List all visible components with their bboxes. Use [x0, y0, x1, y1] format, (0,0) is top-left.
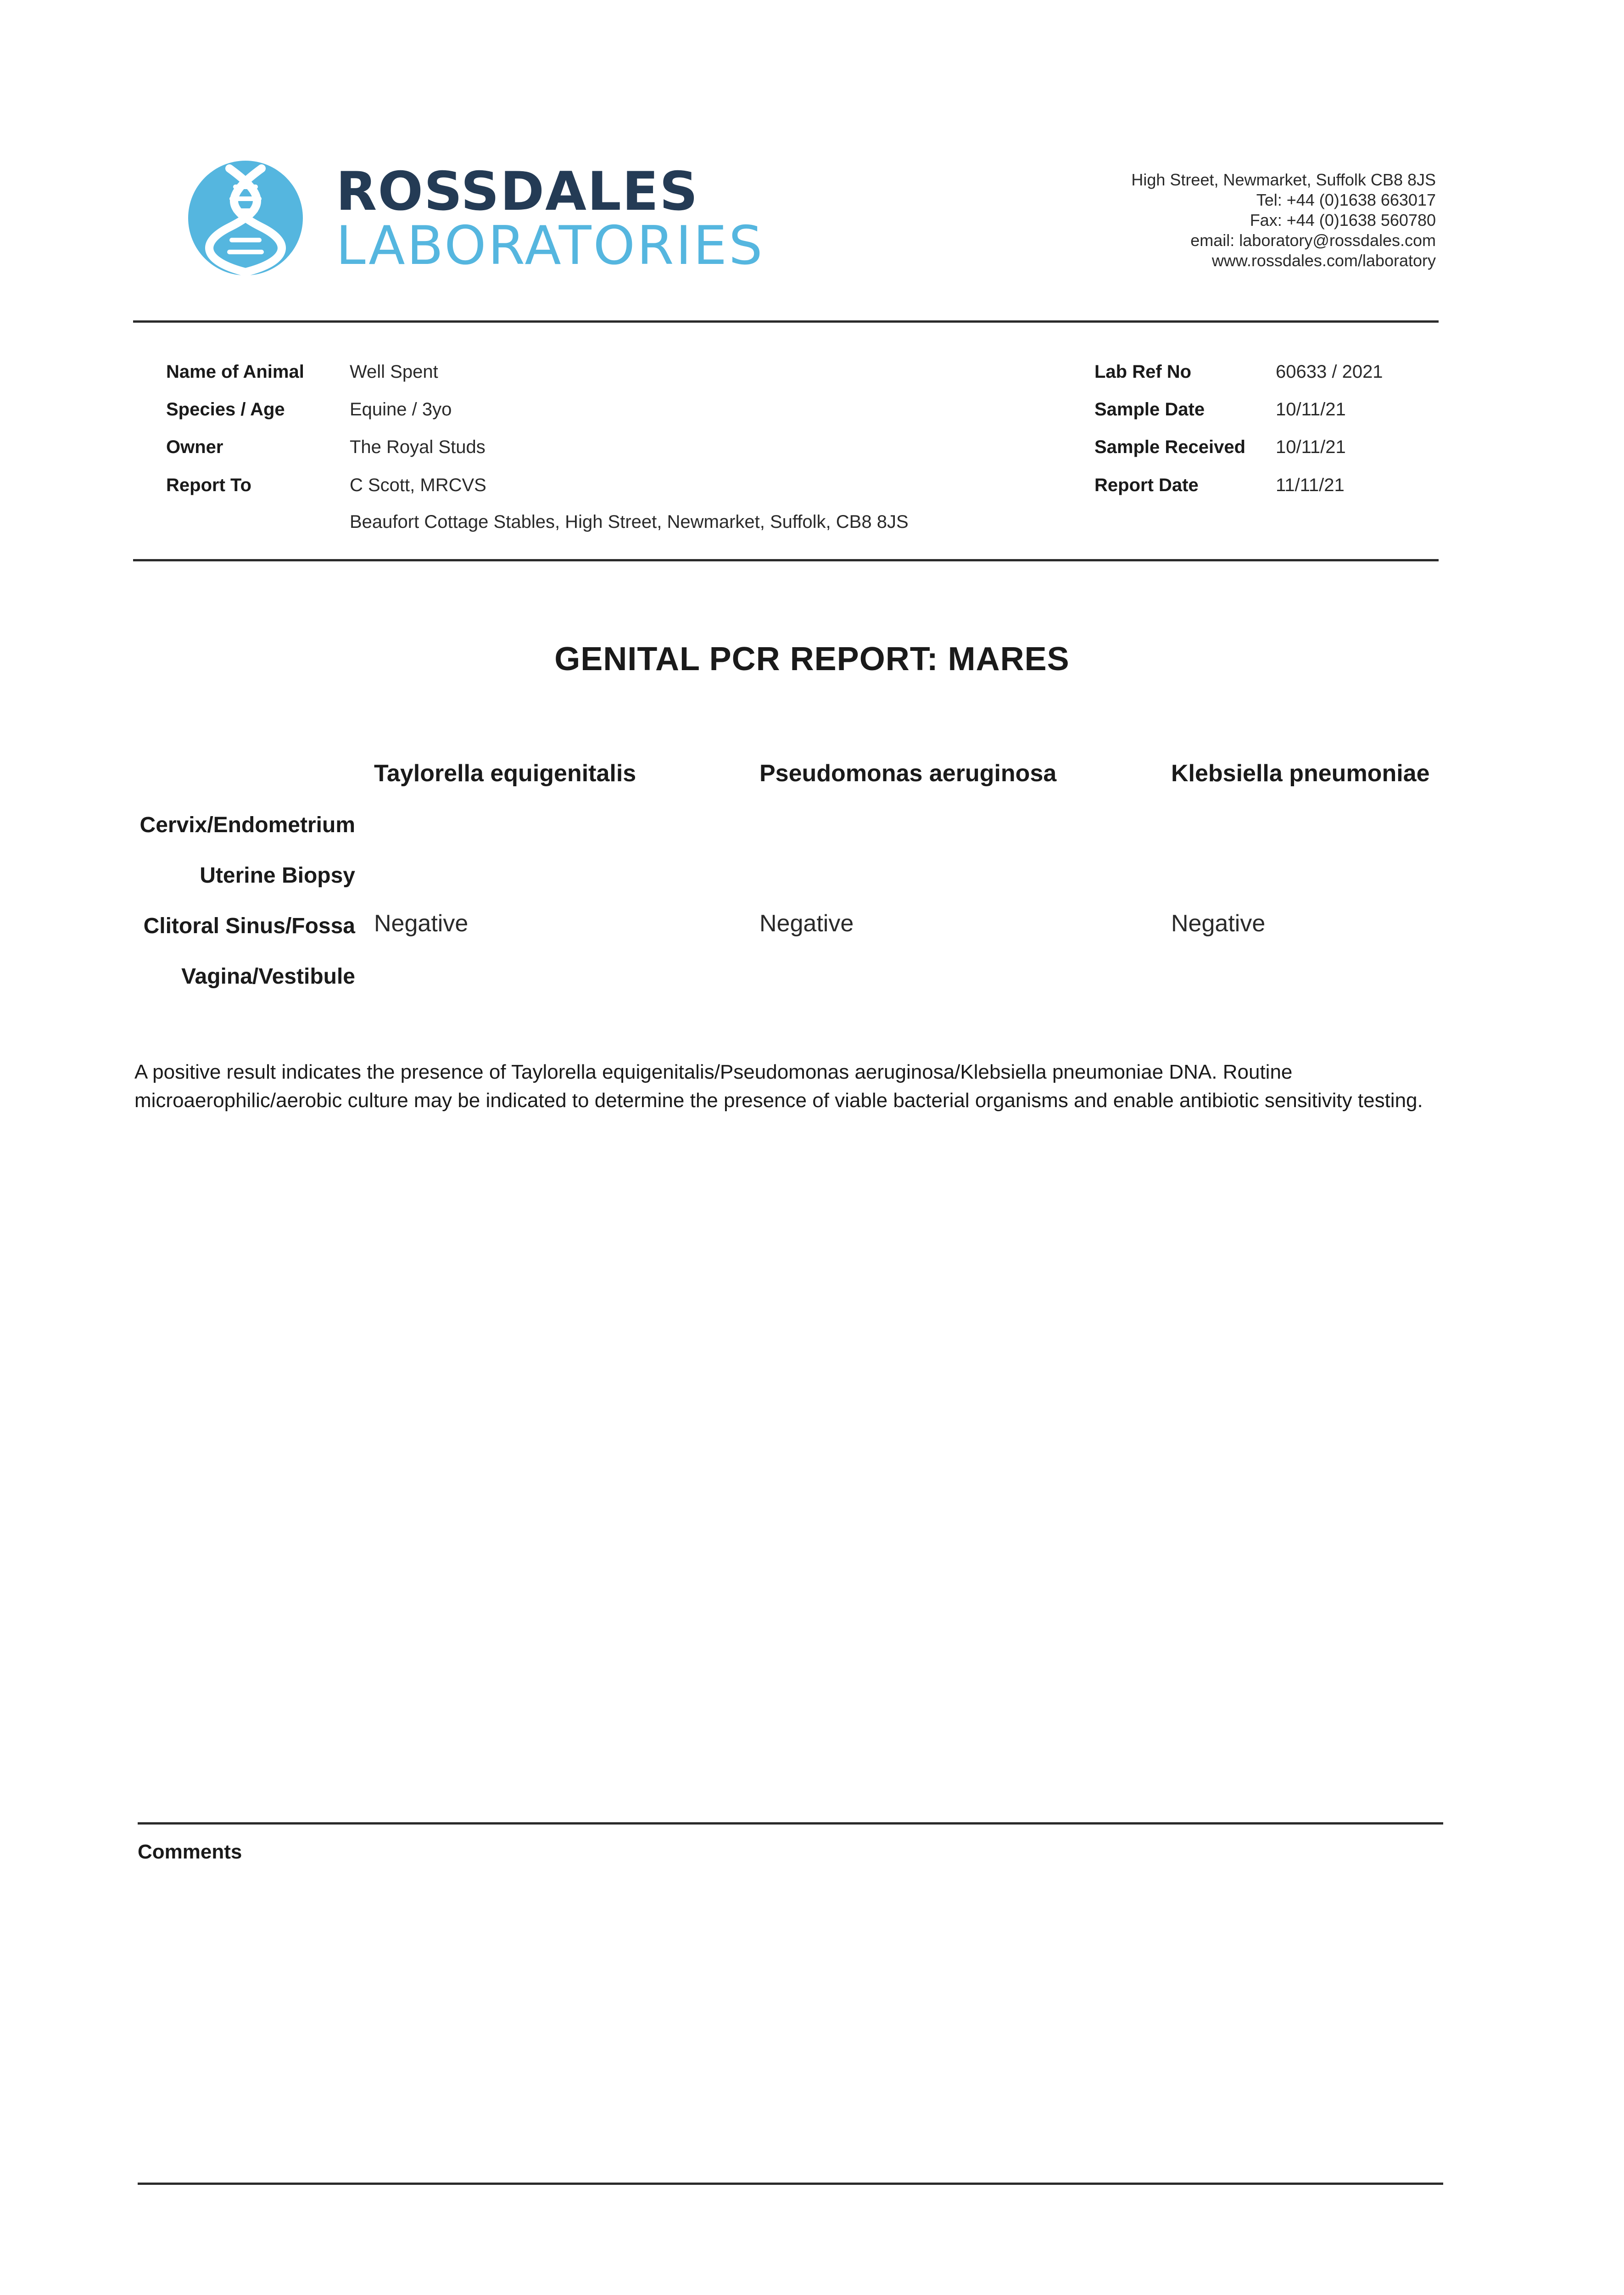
sample-received-value: 10/11/21	[1276, 437, 1346, 457]
contact-fax: Fax: +44 (0)1638 560780	[1250, 211, 1436, 230]
lab-ref-label: Lab Ref No	[1094, 362, 1192, 382]
species-label: Species / Age	[166, 399, 285, 420]
sample-received-label: Sample Received	[1094, 437, 1246, 457]
brand-subtitle: LABORATORIES	[336, 215, 765, 277]
result-cell-pseudomonas: Negative	[759, 910, 854, 937]
contact-tel: Tel: +44 (0)1638 663017	[1256, 190, 1436, 209]
comments-label: Comments	[138, 1841, 242, 1863]
result-cell-taylorella: Negative	[374, 910, 469, 937]
contact-block	[1023, 170, 1436, 271]
row-label-clitoral-sinus: Clitoral Sinus/Fossa	[143, 914, 355, 938]
report-to-address: Beaufort Cottage Stables, High Street, Newmarket, Suffolk, CB8 8JS	[350, 512, 909, 532]
details-divider	[133, 559, 1439, 561]
result-cell-klebsiella: Negative	[1171, 910, 1266, 937]
row-label-uterine-biopsy: Uterine Biopsy	[200, 863, 355, 888]
lab-ref-value: 60633 / 2021	[1276, 362, 1383, 382]
comments-divider	[138, 1822, 1443, 1825]
footer-divider	[138, 2183, 1443, 2185]
column-header-pseudomonas: Pseudomonas aeruginosa	[759, 760, 1057, 787]
header-divider	[133, 320, 1439, 323]
animal-label: Name of Animal	[166, 362, 304, 382]
sample-date-value: 10/11/21	[1276, 399, 1346, 420]
brand-name: ROSSDALES	[336, 161, 699, 223]
animal-value: Well Spent	[350, 362, 438, 382]
column-header-taylorella: Taylorella equigenitalis	[374, 760, 636, 787]
owner-label: Owner	[166, 437, 223, 457]
dna-helix-icon	[186, 158, 305, 278]
report-title: GENITAL PCR REPORT: MARES	[554, 641, 1070, 677]
species-value: Equine / 3yo	[350, 399, 452, 420]
report-date-label: Report Date	[1094, 475, 1199, 495]
report-date-value: 11/11/21	[1276, 475, 1345, 495]
report-to-label: Report To	[166, 475, 251, 495]
interpretation-note: A positive result indicates the presence of Taylorella equigenitalis/Pseudomonas aeruginosa/Klebsiella pneumoniae DNA. Routine microaerophilic/aerobic culture may be indicated to determine the presence of viable bacterial organisms and enable antibiotic sensitivity testing.	[134, 1061, 1423, 1112]
column-header-klebsiella: Klebsiella pneumoniae	[1171, 760, 1430, 787]
owner-value: The Royal Studs	[350, 437, 486, 457]
contact-address: High Street, Newmarket, Suffolk CB8 8JS	[1131, 170, 1436, 189]
report-to-value: C Scott, MRCVS	[350, 475, 486, 495]
sample-date-label: Sample Date	[1094, 399, 1205, 420]
contact-website[interactable]: www.rossdales.com/laboratory	[1211, 251, 1436, 270]
contact-email[interactable]: email: laboratory@rossdales.com	[1190, 231, 1436, 250]
row-label-vagina: Vagina/Vestibule	[181, 964, 355, 989]
row-label-cervix: Cervix/Endometrium	[140, 813, 355, 837]
